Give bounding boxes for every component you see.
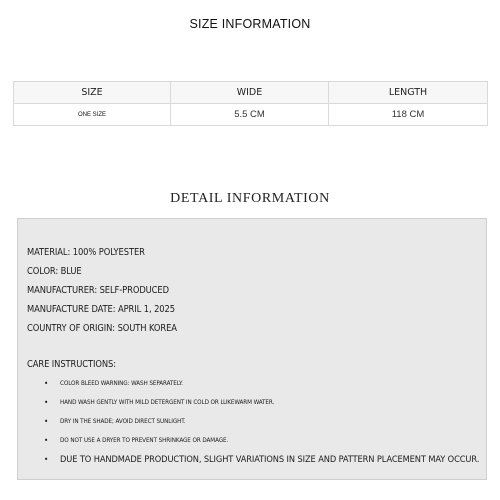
size-header-length: LENGTH — [329, 82, 488, 104]
size-header-size: SIZE — [14, 82, 171, 104]
size-table-header-row — [14, 82, 488, 104]
bullet-icon: • — [44, 417, 49, 426]
bullet-icon: • — [44, 455, 49, 464]
size-header-wide: WIDE — [171, 82, 329, 104]
care-instructions-list — [27, 374, 479, 469]
list-item — [27, 431, 479, 450]
care-item-text: COLOR BLEED WARNING: WASH SEPARATELY. — [60, 380, 183, 387]
bullet-icon: • — [44, 398, 49, 407]
size-table — [13, 81, 488, 126]
spec-material: MATERIAL: 100% POLYESTER — [27, 247, 145, 258]
list-item — [27, 374, 479, 393]
table-row — [14, 104, 488, 126]
list-item — [27, 450, 479, 469]
size-cell-wide: 5.5 CM — [171, 104, 329, 126]
spec-country-of-origin: COUNTRY OF ORIGIN: SOUTH KOREA — [27, 323, 177, 334]
detail-information-title: DETAIL INFORMATION — [170, 191, 330, 206]
care-item-text: HAND WASH GENTLY WITH MILD DETERGENT IN COLD OR LUKEWARM WATER. — [60, 399, 275, 406]
size-information-title: SIZE INFORMATION — [189, 17, 311, 31]
spec-manufacture-date: MANUFACTURE DATE: APRIL 1, 2025 — [27, 304, 175, 315]
detail-text-block — [27, 243, 479, 469]
size-cell-length: 118 CM — [329, 104, 488, 126]
spec-manufacturer: MANUFACTURER: SELF-PRODUCED — [27, 285, 169, 296]
care-item-text: DRY IN THE SHADE; AVOID DIRECT SUNLIGHT. — [60, 418, 186, 425]
care-item-text: DUE TO HANDMADE PRODUCTION, SLIGHT VARIATIONS IN SIZE AND PATTERN PLACEMENT MAY OCCUR. — [60, 454, 480, 465]
list-item — [27, 412, 479, 431]
detail-information-box — [17, 218, 487, 480]
bullet-icon: • — [44, 436, 49, 445]
spec-color: COLOR: BLUE — [27, 266, 82, 277]
spacer — [27, 338, 479, 355]
size-cell-one-size: ONE SIZE — [14, 104, 171, 126]
care-instructions-heading: CARE INSTRUCTIONS: — [27, 359, 116, 370]
list-item — [27, 393, 479, 412]
care-item-text: DO NOT USE A DRYER TO PREVENT SHRINKAGE OR DAMAGE. — [60, 437, 229, 444]
bullet-icon: • — [44, 379, 49, 388]
